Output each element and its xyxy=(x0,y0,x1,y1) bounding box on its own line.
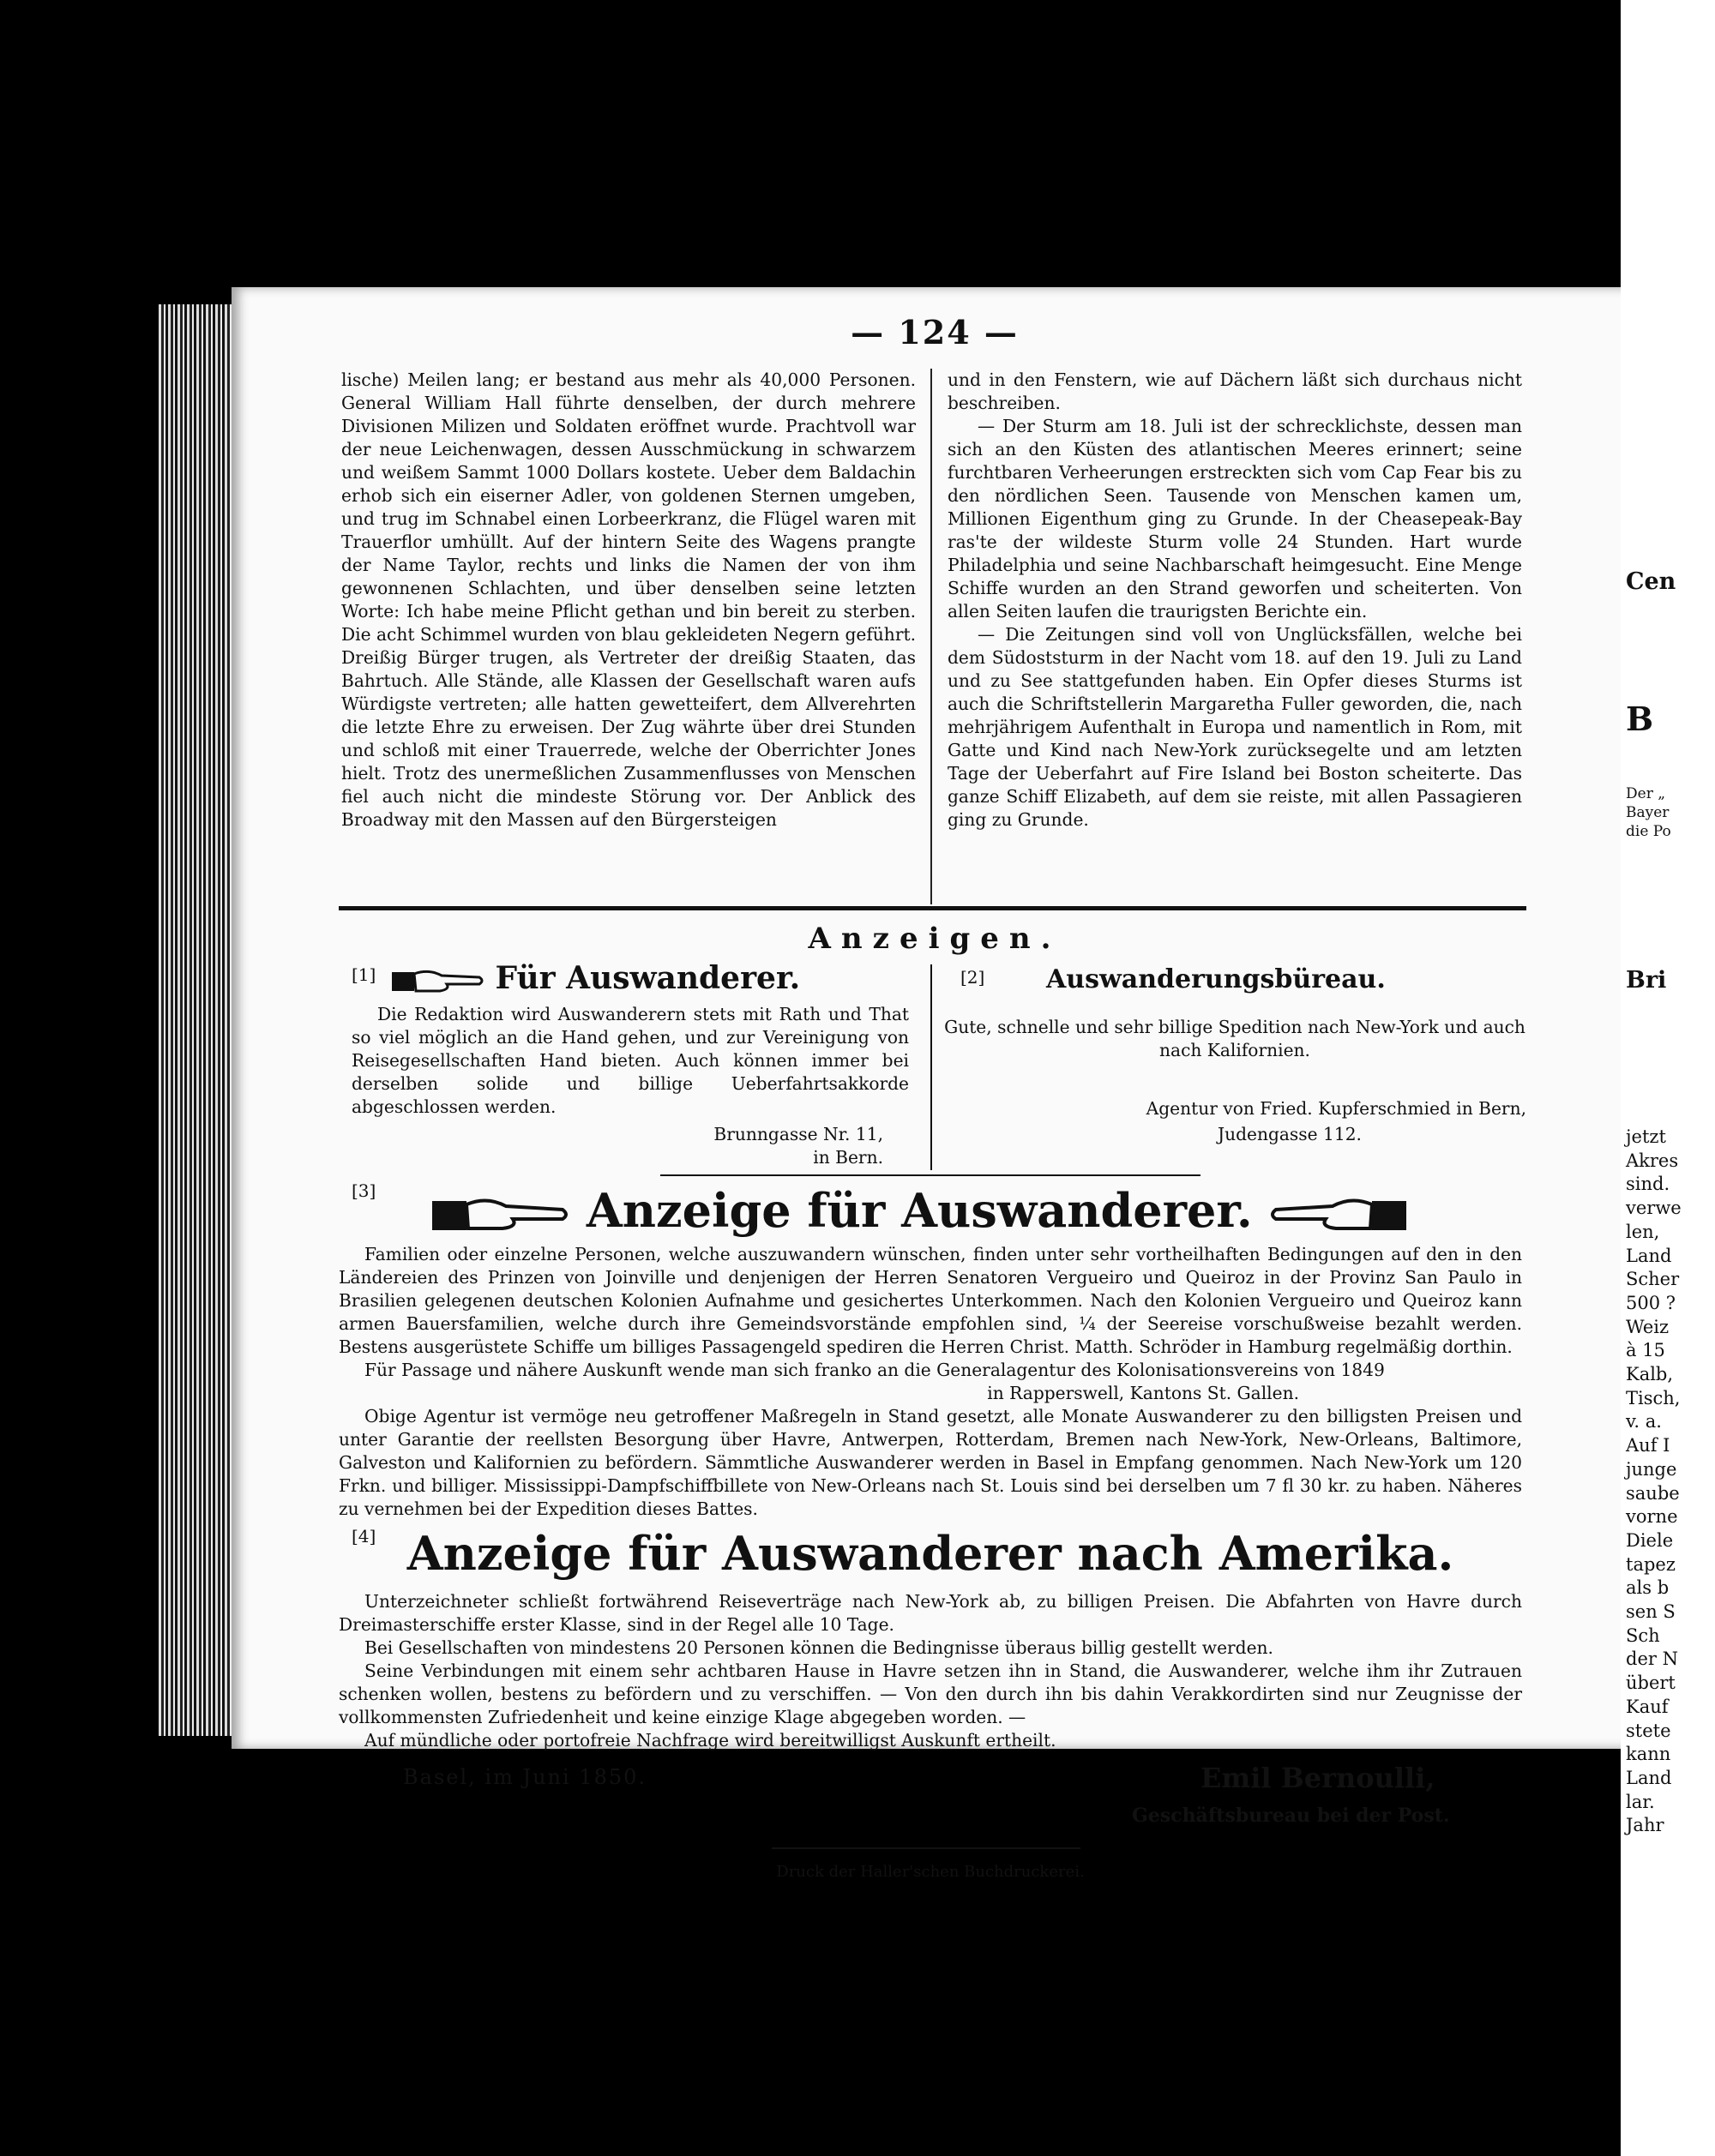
left-column-text: lische) Meilen lang; er bestand aus mehr als 40,000 Personen. General William Hall führte denselben, der durch mehrere Divisionen Milizen und Soldaten eröffnet wurde. Prachtvoll war der neue Leichenwagen, dessen Ausschmückung in schwarzem und weißem Sammt 1000 Dollars kostete. Ueber dem Baldachin erhob sich ein eiserner Adler, von goldenen Sternen umgeben, und trug im Schnabel einen Lorbeerkranz, die Flügel waren mit Trauerflor umhüllt. Auf der hintern Seite des Wagens prangte der Name Taylor, rechts und links die Namen der von ihm gewonnenen Schlachten, und über denselben seine letzten Worte: Ich habe meine Pflicht gethan und bin bereit zu sterben. Die acht Schimmel wurden von blau gekleideten Negern geführt. Dreißig Bürger trugen, als Vertreter der dreißig Staaten, das Bahrtuch. Alle Stände, alle Klassen der Gesellschaft waren aufs Würdigste vertreten; alle hatten gewetteifert, dem Allverehrten die letzte Ehre zu erweisen. Der Zug währte über drei Stunden und schloß mit einer Trauerrede, welche der Oberrichter Jones hielt. Trotz des unermeßlichen Zusammenflusses von Menschen fiel auch nicht die mindeste Störung vor. Der Anblick des Broadway mit den Massen auf den Bürgersteigen xyxy=(341,369,916,830)
ad4-para-1: Unterzeichneter schließt fortwährend Reiseverträge nach New-York ab, zu billigen Preisen. Die Abfahrten von Havre durch Dreimasterschiffe erster Klasse, sind in der Regel alle 10 Tage. xyxy=(339,1591,1522,1635)
right-column-para-2: — Der Sturm am 18. Juli ist der schrecklichste, dessen man sich an den Küsten des atlantischen Meeres erinnert; seine furchtbaren Verheerungen erstreckten sich vom Cap Fear bis zu den nördlichen Seen. Tausende von Menschen kamen um, Millionen Eigenthum ging zu Grunde. In der Cheasepeak-Bay ras'te der wildeste Sturm volle 24 Stunden. Hart wurde Philadelphia und seine Nachbarschaft heimgesucht. Eine Menge Schiffe wurden an den Strand geworfen und scheiterten. Von allen Seiten laufen die traurigsten Berichte ein. xyxy=(948,416,1522,622)
imprint: Druck der Haller'schen Buchdruckerei. xyxy=(776,1863,1085,1881)
ad4-signer: Emil Bernoulli, xyxy=(1200,1762,1435,1794)
ad4-office: Geschäftsbureau bei der Post. xyxy=(1132,1805,1450,1827)
ad3-title xyxy=(429,1183,1410,1238)
ad2-title: Auswanderungsbüreau. xyxy=(1046,964,1386,994)
fragment-word: jetzt xyxy=(1626,1126,1666,1147)
ad4-para-4: Auf mündliche oder portofreie Nachfrage wird bereitwilligst Auskunft ertheilt. xyxy=(364,1730,1056,1751)
fragment-word: Auf I xyxy=(1626,1435,1670,1456)
fragment-word: saube xyxy=(1626,1482,1680,1504)
imprint-rule xyxy=(772,1847,1080,1849)
ad3-para-3: Obige Agentur ist vermöge neu getroffener Maßregeln in Stand gesetzt, alle Monate Auswanderer zu den billigsten Preisen und unter Garantie der reellsten Besorgung über Havre, Antwerpen, Rotterdam, Bremen nach New-York, New-Orleans, Baltimore, Galveston und Kalifornien zu befördern. Sämmtliche Auswanderer werden in Basel in Empfang genommen. Nach New-York um 120 Frkn. und billiger. Mississippi-Dampfschiffbillete von New-Orleans nach St. Louis sind bei derselben um 7 fl 30 kr. zu haben. Näheres zu vernehmen bei der Expedition dieses Battes. xyxy=(339,1406,1522,1519)
fragment-word: à 15 xyxy=(1626,1340,1665,1361)
ad-number: [1] xyxy=(352,964,376,985)
ad-number: [3] xyxy=(352,1180,376,1201)
ad1-address xyxy=(575,1123,883,1169)
ad1-address-line2: in Bern. xyxy=(813,1147,883,1168)
fragment-word: der N xyxy=(1626,1649,1678,1670)
pointing-hand-icon xyxy=(390,964,484,998)
ad-divider xyxy=(930,964,932,1170)
ad2-agent: Agentur von Fried. Kupferschmied in Bern, xyxy=(1146,1098,1526,1119)
ad1-address-line1: Brunngasse Nr. 11, xyxy=(713,1124,883,1144)
fragment-word: Kalb, xyxy=(1626,1364,1674,1384)
right-column-para-3: — Die Zeitungen sind voll von Unglücksfällen, welche bei dem Südoststurm in der Nacht vom 18. auf den 19. Juli zu Land und zu See stattgefunden haben. Ein Opfer dieses Sturms ist auch die Schriftstellerin Margaretha Fuller geworden, die, nach mehrjährigem Aufenthalt in Europa und namentlich in Rom, mit Gatte und Kind nach New-York zurücksegelte und am letzten Tage der Ueberfahrt auf Fire Island bei Boston scheiterte. Das ganze Schiff Elizabeth, auf dem sie reiste, mit allen Passagieren ging zu Grunde. xyxy=(948,624,1522,830)
ad-rule xyxy=(660,1174,1200,1176)
ad-number: [4] xyxy=(352,1526,376,1546)
fragment-word: kann xyxy=(1626,1744,1671,1765)
ad4-para-2: Bei Gesellschaften von mindestens 20 Personen können die Bedingnisse überaus billig gestellt werden. xyxy=(364,1637,1273,1658)
fragment-word: Kauf xyxy=(1626,1696,1669,1717)
right-column xyxy=(948,369,1522,832)
fragment-word: Land xyxy=(1626,1245,1672,1266)
ad3-para-1: Familien oder einzelne Personen, welche auszuwandern wünschen, finden unter sehr vortheilhaften Bedingungen auf den in den Ländereien des Prinzen von Joinville und denjenigen der Herren Senatoren Vergueiro und Queiroz in der Provinz San Paulo in Brasilien gelegenen deutschen Kolonien Aufnahme und gesichertes Unterkommen. Nach den Kolonien Vergueiro und Queiroz kann armen Bauersfamilien, welche durch ihre Gemeindsvorstände empfohlen sind, ¼ der Seereise vorschußweise bezahlt werden. Bestens ausgerüstete Schiffe um billiges Passagengeld spediren die Herren Christ. Matth. Schröder in Hamburg regelmäßig dorthin. xyxy=(339,1244,1522,1357)
pointing-hand-left-icon xyxy=(1268,1191,1410,1238)
fragment-word: len, xyxy=(1626,1221,1660,1242)
fragment-word: verwe xyxy=(1626,1198,1682,1219)
fragment-heading: B xyxy=(1626,700,1654,738)
pointing-hand-right-icon xyxy=(429,1191,570,1238)
ad3-title-text: Anzeige für Auswanderer. xyxy=(586,1183,1253,1238)
fragment-line: Der „ xyxy=(1626,785,1666,802)
ad3-para-2b: in Rapperswell, Kantons St. Gallen. xyxy=(987,1383,1299,1403)
ad4-place: Basel, im Juni 1850. xyxy=(403,1765,647,1789)
fragment-word: junge xyxy=(1626,1458,1677,1480)
ad4-title: Anzeige für Auswanderer nach Amerika. xyxy=(406,1526,1454,1581)
fragment-word: als b xyxy=(1626,1577,1670,1599)
fragment-word: Scher xyxy=(1626,1269,1680,1290)
fragment-word: vorne xyxy=(1626,1506,1678,1528)
book-edge xyxy=(159,304,240,1736)
left-column xyxy=(341,369,916,832)
fragment-heading: Bri xyxy=(1626,967,1667,994)
ad1-title xyxy=(390,960,800,998)
adjacent-page-fragment xyxy=(1621,0,1715,2156)
page-number: — 124 — xyxy=(851,313,1019,351)
section-rule xyxy=(339,906,1526,910)
fragment-word: Weiz xyxy=(1626,1316,1670,1337)
fragment-word: Jahr xyxy=(1626,1815,1664,1836)
fragment-word: Tisch, xyxy=(1626,1387,1681,1408)
fragment-heading: Cen xyxy=(1626,568,1676,595)
ad1-body xyxy=(352,1003,909,1119)
fragment-word: 500 ? xyxy=(1626,1292,1676,1313)
fragment-word: übert xyxy=(1626,1673,1676,1694)
newspaper-page xyxy=(232,287,1638,1881)
fragment-word: Akres xyxy=(1626,1150,1679,1171)
fragment-word: sen S xyxy=(1626,1601,1676,1622)
fragment-word: Land xyxy=(1626,1767,1672,1788)
column-divider xyxy=(930,369,932,904)
fragment-word: v. a. xyxy=(1626,1411,1662,1432)
ad1-title-text: Für Auswanderer. xyxy=(495,960,801,996)
fragment-word: Diele xyxy=(1626,1529,1674,1551)
ad-number: [2] xyxy=(960,967,985,988)
fragment-word: Sch xyxy=(1626,1625,1660,1646)
ad1-text: Die Redaktion wird Auswanderern stets mit Rath und That so viel möglich an die Hand gehen, und zur Vereinigung von Reisegesellschaften Hand bieten. Auch können immer bei derselben solide und billige Ueberfahrtsakkorde abgeschlossen werden. xyxy=(352,1004,909,1117)
fragment-line: Bayer xyxy=(1626,804,1670,821)
fragment-word: tapez xyxy=(1626,1553,1676,1575)
right-column-para-1: und in den Fenstern, wie auf Dächern läßt sich durchaus nicht beschreiben. xyxy=(948,369,1522,413)
ad3-para-2: Für Passage und nähere Auskunft wende man sich franko an die Generalagentur des Kolonisationsvereins von 1849 xyxy=(364,1360,1385,1380)
fragment-word: sind. xyxy=(1626,1174,1670,1195)
ad2-body: Gute, schnelle und sehr billige Spedition nach New-York und auch nach Kalifornien. xyxy=(944,1017,1525,1060)
ad2-address: Judengasse 112. xyxy=(1218,1124,1362,1144)
fragment-word: lar. xyxy=(1626,1791,1655,1812)
ad4-para-3: Seine Verbindungen mit einem sehr achtbaren Hause in Havre setzen ihn in Stand, die Auswanderer, welche ihm ihr Zutrauen schenken wollen, bestens zu befördern und zu verschiffen. — Von den durch ihn bis dahin Verakkordirten sind nur Zeugnisse der vollkommensten Zufriedenheit und keine einzige Klage abgegeben worden. — xyxy=(339,1661,1522,1727)
ads-heading: Anzeigen. xyxy=(808,922,1062,956)
fragment-line: die Po xyxy=(1626,823,1671,840)
ad4-body xyxy=(339,1590,1522,1752)
fragment-word: stete xyxy=(1626,1720,1671,1741)
ad3-body xyxy=(339,1243,1522,1521)
